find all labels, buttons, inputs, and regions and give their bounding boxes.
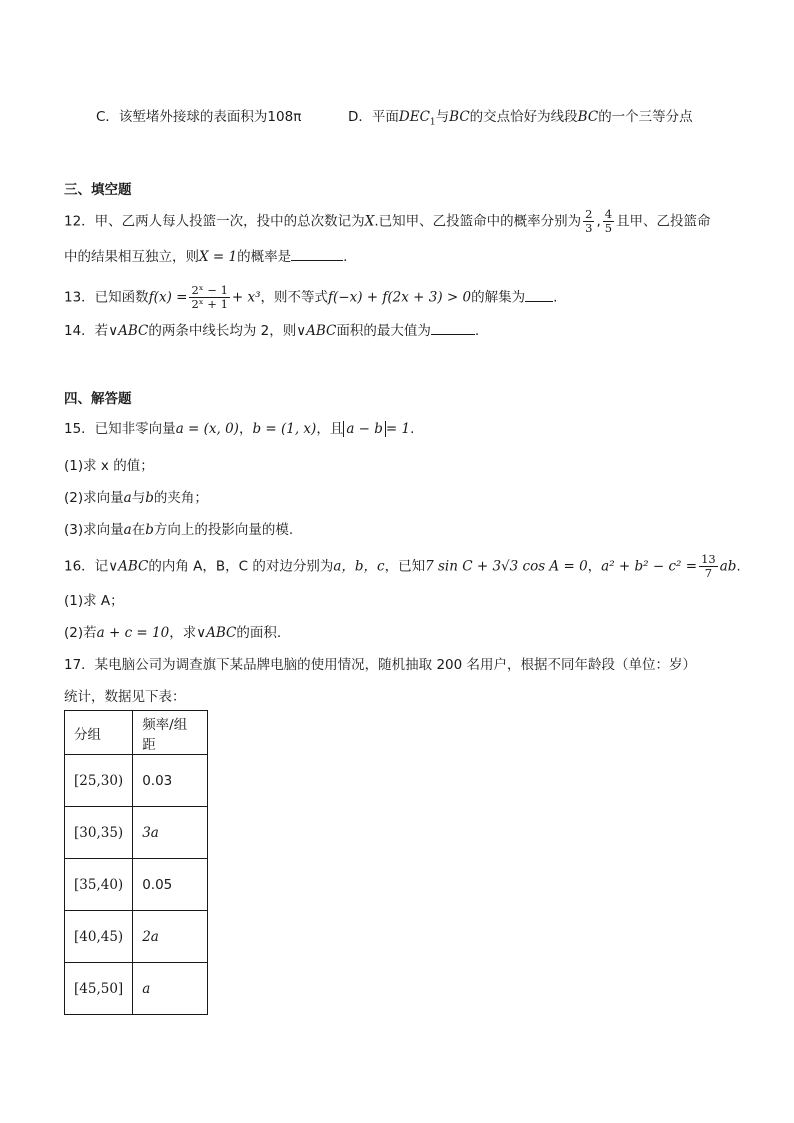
q16-p2-end: 的面积. (236, 625, 282, 641)
q13-inequality: f(−x) + f(2x + 3) > 0 (328, 289, 472, 306)
q15-eq: = 1 (385, 421, 411, 437)
option-d-suffix: 的一个三等分点 (598, 109, 693, 125)
table-cell-value: 3a (133, 807, 208, 859)
q14-answer-blank[interactable] (431, 320, 475, 335)
table-header-row (65, 711, 208, 755)
table-header-group: 分组 (65, 711, 133, 755)
table-cell-value: 0.05 (133, 859, 208, 911)
q15-p2-vec-a: a (123, 490, 132, 506)
q16-sides: a，b，c (333, 558, 385, 575)
plane-subscript: 1 (429, 117, 436, 128)
frequency-table (64, 710, 208, 1015)
question-12-line-2 (64, 246, 347, 268)
q12-sep: , (596, 213, 601, 230)
q16-prefix: 16．记 (64, 558, 109, 575)
q13-tail: + x³ (231, 289, 261, 306)
table-header-frequency: 频率/组距 (133, 711, 208, 755)
q13-end: . (553, 289, 558, 306)
q15-and: ，且 (316, 421, 344, 437)
q16-mid: 的内角 A，B，C 的对边分别为 (148, 558, 334, 575)
q14-end: . (474, 323, 480, 339)
q13-frac-num: 2ˣ − 1 (191, 283, 228, 297)
question-17-line-2: 统计，数据见下表： (64, 689, 186, 705)
q12-eq: X = 1 (199, 249, 238, 265)
q14-triangle: ∨ABC (108, 323, 149, 339)
q12-text-a: 12．甲、乙两人每人投篮一次，投中的总次数记为 (64, 213, 365, 230)
q15-part-3 (64, 519, 293, 541)
q16-p2-a: (2)若 (64, 625, 97, 641)
question-13 (64, 284, 557, 311)
q16-equation-2-right: ab (719, 558, 737, 575)
segment-bc: BC (449, 109, 470, 125)
option-d-mid: 的交点恰好为线段 (469, 109, 578, 125)
question-12-line-1 (64, 208, 711, 235)
table-cell-group: [25,30) (65, 755, 133, 807)
table-cell-group: [40,45) (65, 911, 133, 963)
q13-answer-blank[interactable] (525, 287, 553, 302)
question-17-line-1: 17．某电脑公司为调查旗下某品牌电脑的使用情况，随机抽取 200 名用户，根据不同年龄段（单位：岁） (64, 657, 697, 673)
table-row (65, 911, 208, 963)
section-heading-fill-blank: 三、填空题 (64, 182, 132, 198)
question-16 (64, 553, 741, 580)
q14-suffix: 面积的最大值为 (336, 323, 431, 339)
q15-p3-mid: 在 (131, 522, 146, 538)
q12-fraction-1 (583, 208, 594, 235)
q13-mid: ，则不等式 (260, 289, 329, 306)
table-cell-value: 0.03 (133, 755, 208, 807)
q12-frac2-den: 5 (604, 221, 613, 235)
q15-p2-a: (2)求向量 (64, 490, 124, 506)
q12-fraction-2 (603, 208, 614, 235)
table-cell-value: 2a (133, 911, 208, 963)
q16-comma: ， (587, 558, 602, 575)
q16-end: . (736, 558, 741, 575)
q15-end: . (410, 421, 415, 437)
q15-p3-vec-a: a (123, 522, 132, 538)
q16-p2-mid: ，求 (169, 625, 197, 641)
q16-part-2 (64, 622, 281, 644)
q12-frac2-num: 4 (604, 207, 613, 221)
table-row (65, 807, 208, 859)
q15-part-1: (1)求 x 的值； (64, 458, 154, 474)
option-d-with: 与 (435, 109, 450, 125)
table-row (65, 859, 208, 911)
q12-var-x: X (364, 213, 375, 230)
question-15 (64, 418, 414, 440)
q15-vector-b: b = (1, x) (252, 421, 317, 437)
option-c-text: C．该堑堵外接球的表面积为108π (96, 109, 302, 125)
option-d-prefix: D．平面 (348, 109, 399, 125)
q16-p2-triangle: ∨ABC (196, 625, 237, 641)
q13-frac-den: 2ˣ + 1 (191, 297, 228, 311)
q16-part-1: (1)求 A； (64, 593, 124, 609)
q16-p2-eq: a + c = 10 (96, 625, 170, 641)
q15-abs-expression: a − b (343, 421, 386, 437)
q12-answer-blank[interactable] (291, 246, 343, 261)
q12-end: . (343, 249, 348, 265)
q13-fraction (189, 284, 229, 311)
q14-mid: 的两条中线长均为 2，则 (148, 323, 297, 339)
section-heading-solve: 四、解答题 (64, 391, 132, 407)
table-cell-group: [35,40) (65, 859, 133, 911)
segment-bc-2: BC (577, 109, 599, 125)
q13-prefix: 13．已知函数 (64, 289, 149, 306)
table-row (65, 755, 208, 807)
q12-text-c: 且甲、乙投篮命 (616, 213, 711, 230)
q12-frac1-den: 3 (585, 221, 593, 235)
option-c (96, 106, 301, 128)
table-row (65, 963, 208, 1015)
q15-p2-mid: 与 (131, 490, 146, 506)
q16-triangle: ∨ABC (108, 558, 149, 575)
q14-triangle-2: ∨ABC (296, 323, 337, 339)
q15-p2-vec-b: b (145, 490, 154, 506)
q15-vector-a: a = (x, 0) (175, 421, 239, 437)
q15-p2-end: 的夹角； (153, 490, 208, 506)
q15-part-2 (64, 487, 208, 509)
option-d (348, 106, 693, 134)
q15-p3-vec-b: b (145, 522, 154, 538)
q12-frac1-num: 2 (585, 207, 593, 221)
q14-prefix: 14．若 (64, 323, 109, 339)
question-14 (64, 320, 479, 342)
q15-p3-a: (3)求向量 (64, 522, 124, 538)
table-cell-group: [45,50] (65, 963, 133, 1015)
q12-text-b: .已知甲、乙投篮命中的概率分别为 (374, 213, 582, 230)
q15-comma: ， (238, 421, 253, 437)
plane-name: DEC (398, 109, 430, 125)
q12-text-d: 中的结果相互独立，则 (64, 249, 199, 265)
table-cell-value: a (133, 963, 208, 1015)
q16-equation-2-left: a² + b² − c² = (601, 558, 698, 575)
q16-fraction (699, 553, 718, 580)
q16-equation-1: 7 sin C + 3√3 cos A = 0 (425, 558, 588, 575)
q15-p3-end: 方向上的投影向量的模. (153, 522, 294, 538)
q13-suffix: 的解集为 (471, 289, 526, 306)
q12-text-e: 的概率是 (237, 249, 292, 265)
table-cell-group: [30,35) (65, 807, 133, 859)
q16-frac-den: 7 (704, 566, 713, 580)
q16-frac-num: 13 (701, 552, 716, 566)
q15-prefix: 15．已知非零向量 (64, 421, 176, 437)
q13-fx: f(x) = (148, 289, 188, 306)
q16-known: ，已知 (384, 558, 426, 575)
